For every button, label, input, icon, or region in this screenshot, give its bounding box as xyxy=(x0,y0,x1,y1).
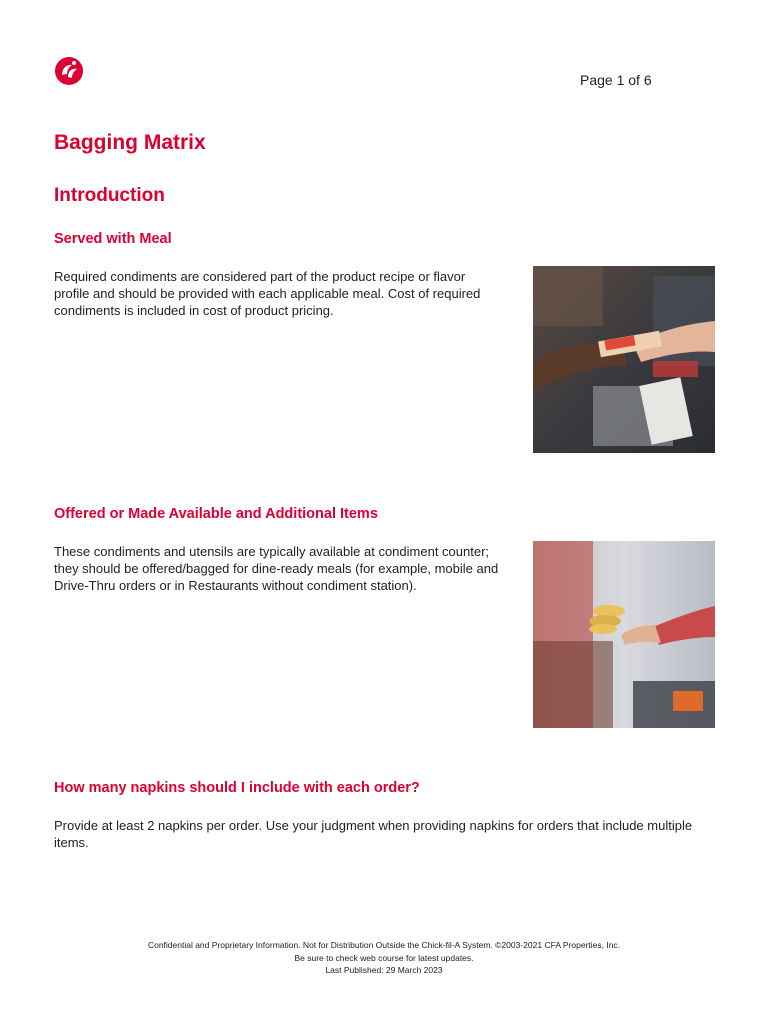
subheading-napkins-question: How many napkins should I include with each order? xyxy=(54,780,420,796)
chick-fil-a-logo-icon xyxy=(53,55,85,87)
napkins-body: Provide at least 2 napkins per order. Use your judgment when providing napkins for orders that include multiple items. xyxy=(54,818,693,850)
section-heading-introduction: Introduction xyxy=(54,185,165,206)
offered-body: These condiments and utensils are typically available at condiment counter; they should be offered/bagged for dine-ready meals (for example, mobile and Drive-Thru orders or in Restaurants without condiment station). xyxy=(54,544,499,593)
footer-confidential-line: Confidential and Proprietary Information. Not for Distribution Outside the Chick-fil-A System. ©2003-2021 CFA Properties, Inc. xyxy=(147,940,621,950)
footer-updates-line: Be sure to check web course for latest updates. xyxy=(294,952,474,963)
sauce-handoff-photo xyxy=(533,541,715,728)
document-title: Bagging Matrix xyxy=(54,131,206,154)
footer-published-line: Last Published: 29 March 2023 xyxy=(325,965,443,975)
subheading-served-with-meal: Served with Meal xyxy=(54,231,172,247)
footer xyxy=(0,939,768,977)
condiment-handoff-photo xyxy=(533,266,715,453)
page-indicator: Page 1 of 6 xyxy=(580,72,652,88)
served-with-meal-body: Required condiments are considered part of the product recipe or flavor profile and should be provided with each applicable meal. Cost of required condiments is included in cost of product pricing. xyxy=(54,269,481,318)
subheading-offered-or-made-available: Offered or Made Available and Additional Items xyxy=(54,506,378,522)
